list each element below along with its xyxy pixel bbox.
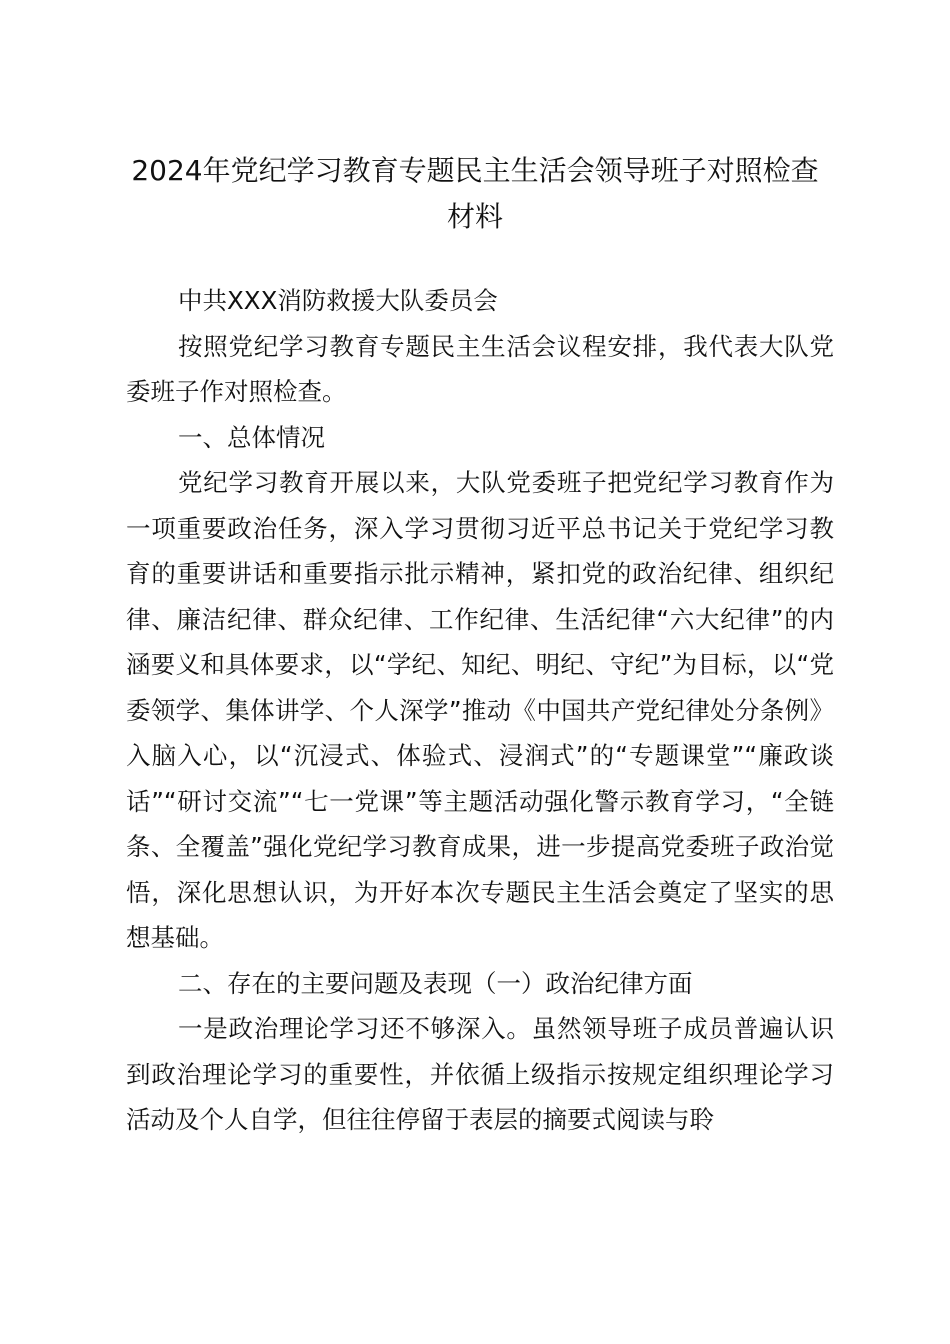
intro-paragraph: 按照党纪学习教育专题民主生活会议程安排，我代表大队党委班子作对照检查。 — [126, 331, 834, 406]
problem-paragraph-1: 一是政治理论学习还不够深入。虽然领导班子成员普遍认识到政治理论学习的重要性，并依循上级指示按规定组织理论学习活动及个人自学，但往往停留于表层的摘要式阅读与聆 — [126, 1014, 834, 1134]
document-body — [126, 278, 834, 1143]
document-title: 2024年党纪学习教育专题民主生活会领导班子对照检查材料 — [131, 154, 819, 233]
section-heading-problems: 二、存在的主要问题及表现（一）政治纪律方面 — [178, 968, 693, 998]
overview-paragraph: 党纪学习教育开展以来，大队党委班子把党纪学习教育作为一项重要政治任务，深入学习贯彻习近平总书记关于党纪学习教育的重要讲话和重要指示批示精神，紧扣党的政治纪律、组织纪律、廉洁纪律、群众纪律、工作纪律、生活纪律“六大纪律”的内涵要义和具体要求，以“学纪、知纪、明纪、守纪”为目标，以“党委领学、集体讲学、个人深学”推动《中国共产党纪律处分条例》入脑入心，以“沉浸式、体验式、浸润式”的“专题课堂”“廉政谈话”“研讨交流”“七一党课”等主题活动强化警示教育学习，“全链条、全覆盖”强化党纪学习教育成果，进一步提高党委班子政治觉悟，深化思想认识，为开好本次专题民主生活会奠定了坚实的思想基础。 — [126, 468, 834, 952]
issuer-line: 中共XXX消防救援大队委员会 — [178, 286, 498, 315]
section-heading-overview: 一、总体情况 — [178, 422, 325, 452]
